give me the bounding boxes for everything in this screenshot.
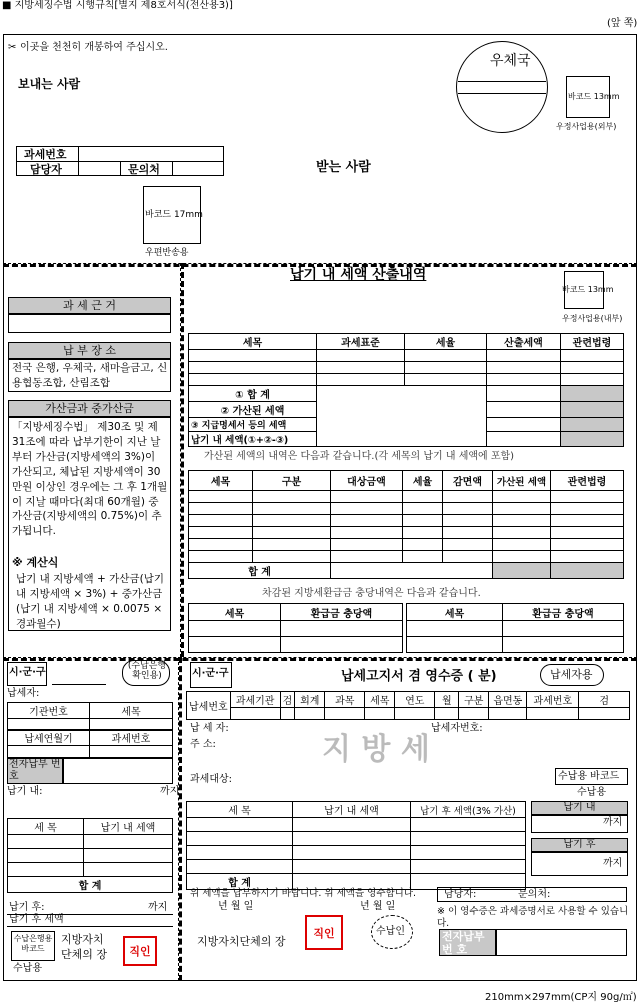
return-label: 우편반송용 <box>145 248 189 258</box>
watermark-local-tax: 지 방 세 <box>322 732 430 767</box>
receipt-address: 주 소: <box>190 739 216 750</box>
receipt-due-after-until: 까지 <box>603 858 623 869</box>
stub-official-seal: 직인 <box>123 936 157 966</box>
barcode-17-label: 바코드 17mm <box>145 210 203 220</box>
tax-no-label: 과세번호 <box>24 148 67 161</box>
stub-due-after-until: 까지 <box>148 902 168 913</box>
receipt-due-in: 납기 내 <box>563 802 596 813</box>
postal-biz-in-label: 우정사업용(내부) <box>562 314 623 323</box>
calc-title: ※ 계산식 <box>12 556 59 569</box>
receiver-label: 받는 사람 <box>316 160 371 175</box>
receipt-title: 납세고지서 겸 영수증 ( 분) <box>341 669 497 684</box>
place-text: 전국 은행, 우체국, 새마을금고, 신용협동조합, 산림조합 <box>12 362 168 389</box>
receipt-contact: 문의처: <box>518 889 551 900</box>
tear-note: 이곳을 천천히 개봉하여 주십시오. <box>20 42 168 53</box>
stub-due-in: 납기 내: <box>7 786 43 797</box>
side-label: (앞 쪽) <box>607 18 638 29</box>
stub-due-in-until: 까지 <box>160 786 180 797</box>
receipt-date-1: 년 월 일 <box>218 901 254 912</box>
receipt-due-after: 납기 후 <box>563 839 596 850</box>
stub-collect-label: 수납용 <box>13 963 42 974</box>
refund-note: 차감된 지방세환급금 충당내역은 다음과 같습니다. <box>262 588 481 599</box>
collect-barcode-label: 수납용 바코드 <box>558 771 620 782</box>
added-note: 가산된 세액의 내역은 다음과 같습니다.(각 세목의 납기 내 세액에 포함) <box>204 451 515 462</box>
scissors-icon: ✂ <box>8 42 17 53</box>
penalty-title: 가산금과 중가산금 <box>45 402 134 415</box>
basis-title: 과 세 근 거 <box>63 299 116 312</box>
stub-org: 시·군·구 <box>9 667 46 678</box>
contact-label: 문의처 <box>128 163 160 176</box>
receipt-collect-label: 수납용 <box>577 787 606 798</box>
receipt-e-pay-field <box>496 929 627 956</box>
receipt-target: 과세대상: <box>190 774 233 785</box>
receipt-official-seal: 직인 <box>305 915 343 950</box>
penalty-text: 「지방세징수법」 제30조 및 제31조에 따라 납부기한이 지난 날부터 가산금(지방세액의 3%)이 가산되고, 체납된 지방세액이 30만원 이상인 경우에는 그 후 1개월이 지날 때마다(최대 60개월) 중가산금(지방세액의 0.75%)이 추가됩니다. <box>12 421 168 538</box>
stub-bank-barcode: 수납은행용 바코드 <box>13 934 53 954</box>
stub-e-pay: 전자납부 번 호 <box>9 759 61 782</box>
receipt-payer-no: 납세자번호: <box>431 723 483 734</box>
receipt-payer: 납 세 자: <box>190 723 229 734</box>
postal-biz-out-label: 우정사업용(외부) <box>556 122 617 131</box>
basis-box <box>8 314 171 333</box>
receipt-payer-copy: 납세자용 <box>550 668 593 681</box>
calc-section-title: 납기 내 세액 산출내역 <box>290 267 427 283</box>
officer-label: 담당자 <box>30 163 62 176</box>
stub-info-table-2: 납세연월기 과세번호 <box>7 729 173 758</box>
stub-due-after: 납기 후: <box>9 902 45 913</box>
receipt-due-in-until: 까지 <box>603 817 623 828</box>
receipt-collect-seal: 수납인 <box>376 926 405 937</box>
refund-table-right: 세목 환급금 충당액 <box>406 603 624 653</box>
calc-table: 세목 과세표준 세율 산출세액 관련법령 ① 합 계 ② 가산된 세액 ③ 지급명세서 등의 세액 납기 내 세액(①+②-③) <box>188 333 624 447</box>
barcode-13-inner-label: 바코드 13mm <box>562 285 614 294</box>
stub-info-table: 기관번호 세목 <box>7 702 173 731</box>
refund-table-left: 세목 환급금 충당액 <box>188 603 403 653</box>
stub-gov-head: 지방자치 단체의 장 <box>61 933 108 962</box>
added-table: 세목 구분 대상금액 세율 감면액 가산된 세액 관련법령 합 계 <box>188 470 624 579</box>
receipt-tax-no-table: 납세번호 과세기관 검 회계 과목 세목 연도 월 구분 읍면동 과세번호 검 <box>186 691 630 720</box>
place-title: 납 부 장 소 <box>63 344 116 357</box>
receipt-org: 시·군·구 <box>192 668 229 679</box>
stub-amount-table: 세 목 납기 내 세액 합 계 <box>7 818 173 893</box>
receipt-officer: 담당자: <box>444 889 477 900</box>
stub-payer: 납세자: <box>7 688 40 699</box>
stub-e-pay-field <box>63 758 173 784</box>
stub-bank-confirm: (수납은행 확인용) <box>127 661 167 682</box>
barcode-13-label: 바코드 13mm <box>568 92 620 101</box>
receipt-date-2: 년 월 일 <box>360 901 396 912</box>
post-office-label: 우체국 <box>490 53 531 69</box>
paper-size: 210mm×297mm(CP지 90g/㎡) <box>485 992 637 1003</box>
receipt-gov-head: 지방자치단체의 장 <box>197 935 286 948</box>
calc-text: 납기 내 지방세액 + 가산금(납기 내 지방세액 × 3%) + 중가산금(납기 내 지방세액 × 0.0075 × 경과월수) <box>16 573 164 630</box>
sender-label: 보내는 사람 <box>18 77 81 91</box>
receipt-notice: 위 세액을 납부하시기 바랍니다. 위 세액을 영수합니다. <box>190 888 417 899</box>
receipt-note: ※ 이 영수증은 과세증명서로 사용할 수 있습니다. <box>437 906 629 929</box>
receipt-e-pay: 전자납부 번 호 <box>442 930 485 957</box>
form-title: ■ 지방세징수법 시행규칙[별지 제8호서식(전산용3)] <box>2 0 233 11</box>
receipt-amount-table: 세 목 납기 내 세액 납기 후 세액(3% 가산) 합 계 <box>186 801 526 890</box>
stub-amount-after: 납기 후 세액 <box>9 914 64 925</box>
